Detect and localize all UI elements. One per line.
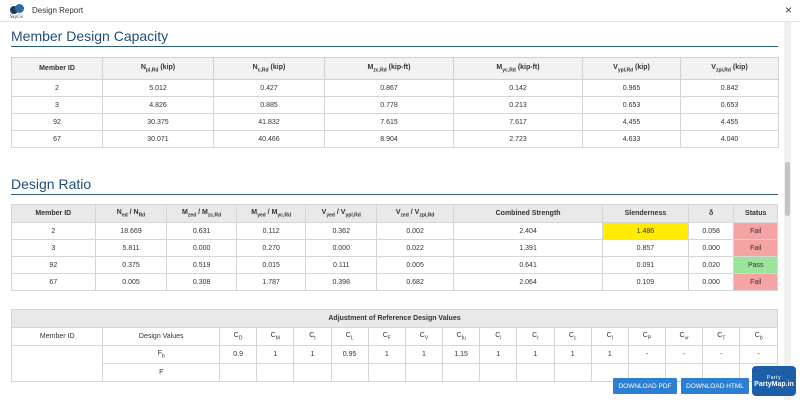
- cell: 0.020: [688, 257, 734, 274]
- cell: 0.142: [454, 80, 583, 97]
- cell: 0.519: [167, 257, 237, 274]
- table-row: [12, 80, 779, 97]
- col-mzed-mzcrd: $M_{zed} / M_{zc,Rd}$: [167, 205, 237, 223]
- cell: [220, 364, 257, 382]
- cell: 2: [12, 80, 103, 97]
- cell: 0.002: [377, 223, 454, 240]
- col-nc-rd: $N_{c,Rd}$ (kip): [214, 58, 325, 80]
- cell: 0.9: [220, 346, 257, 364]
- cell: 0.000: [306, 240, 377, 257]
- cell: 30.375: [103, 114, 214, 131]
- col-cm: $C_M$: [257, 328, 294, 346]
- cell: F: [103, 364, 220, 382]
- cell: 18.669: [95, 223, 167, 240]
- cell: 0.653: [681, 97, 779, 114]
- cell: 5.012: [103, 80, 214, 97]
- window-title: Design Report: [32, 6, 84, 15]
- table-row: [12, 223, 778, 240]
- cell: 2: [12, 223, 96, 240]
- cell: 0.112: [236, 223, 306, 240]
- watermark-top: Party: [766, 374, 782, 381]
- cell: 40.466: [214, 131, 325, 148]
- slenderness-highlight: 1.486: [603, 223, 689, 240]
- cell: 2.404: [454, 223, 603, 240]
- cell: 0.308: [167, 274, 237, 291]
- col-cb: $C_b$: [740, 328, 778, 346]
- vertical-scrollbar[interactable]: [784, 22, 791, 400]
- cell: 67: [12, 274, 96, 291]
- cell: [554, 364, 591, 382]
- cell: $F_b$: [103, 346, 220, 364]
- cell: -: [740, 346, 778, 364]
- cell: 0.885: [214, 97, 325, 114]
- cell: 0.682: [377, 274, 454, 291]
- table-row: [12, 346, 778, 364]
- cell: 3: [12, 97, 103, 114]
- cell: 0.653: [583, 97, 681, 114]
- cell: 1: [480, 346, 517, 364]
- cell: 4.633: [583, 131, 681, 148]
- table-row: [12, 131, 779, 148]
- col-cp: $C_P$: [628, 328, 665, 346]
- cell: 7.615: [325, 114, 454, 131]
- cell: 0.95: [331, 346, 368, 364]
- cell: 5.811: [95, 240, 167, 257]
- cell: 0.000: [167, 240, 237, 257]
- section-divider: [11, 46, 778, 47]
- col-vzpl-rd: $V_{zpl,Rd}$ (kip): [681, 58, 779, 80]
- cell: 4.455: [583, 114, 681, 131]
- col-myc-rd: $M_{yc,Rd}$ (kip-ft): [454, 58, 583, 80]
- col-status: Status: [734, 205, 778, 223]
- col-cvr: $C_{vr}$: [666, 328, 703, 346]
- status-badge: Fail: [734, 274, 778, 291]
- section-title-capacity: Member Design Capacity: [11, 28, 169, 44]
- section-divider: [11, 194, 778, 195]
- col-ct: $C_t$: [294, 328, 331, 346]
- col-cT: $C_T$: [703, 328, 740, 346]
- cell: 0.362: [306, 223, 377, 240]
- cell: 1: [554, 346, 591, 364]
- cell: 0.867: [325, 80, 454, 97]
- col-ci: $C_i$: [480, 328, 517, 346]
- col-member-id: Member ID: [12, 58, 103, 80]
- cell: 0.965: [583, 80, 681, 97]
- cell: 0.015: [236, 257, 306, 274]
- cell: 3: [12, 240, 96, 257]
- cell: 0.641: [454, 257, 603, 274]
- adjustment-header-row: [12, 328, 778, 346]
- ratio-table: [11, 204, 778, 291]
- cell: 0.631: [167, 223, 237, 240]
- col-vzed-vzpl: $V_{zed} / V_{zpl,Rd}$: [377, 205, 454, 223]
- close-icon[interactable]: ×: [784, 3, 792, 17]
- watermark-text: PartyMap.in: [754, 380, 794, 388]
- cell: 0.270: [236, 240, 306, 257]
- cell: 0.109: [603, 274, 689, 291]
- table-row: [12, 257, 778, 274]
- col-cI: $C_I$: [591, 328, 628, 346]
- cell: 1.391: [454, 240, 603, 257]
- cell: 7.617: [454, 114, 583, 131]
- cell: 0.000: [688, 240, 734, 257]
- cell: 67: [12, 131, 103, 148]
- cell: [368, 364, 405, 382]
- cell: [480, 364, 517, 382]
- status-badge: Fail: [734, 223, 778, 240]
- title-bar: [0, 0, 800, 22]
- cell: 1: [591, 346, 628, 364]
- report-content: [0, 22, 782, 400]
- table-row: [12, 97, 779, 114]
- ratio-header-row: [12, 205, 778, 223]
- cell: 1: [257, 346, 294, 364]
- col-member-id: Member ID: [12, 205, 96, 223]
- table-row: [12, 240, 778, 257]
- adjustment-title: Adjustment of Reference Design Values: [12, 310, 778, 328]
- cell: 1: [517, 346, 554, 364]
- col-cv: $C_V$: [405, 328, 442, 346]
- status-badge: Pass: [734, 257, 778, 274]
- col-slenderness: Slenderness: [603, 205, 689, 223]
- adjustment-table: [11, 309, 778, 382]
- cell: [405, 364, 442, 382]
- table-row: [12, 274, 778, 291]
- col-cfu: $C_{fu}$: [443, 328, 480, 346]
- logo-text: SkyCiv: [10, 13, 24, 19]
- col-member-id: Member ID: [12, 328, 103, 346]
- cell: 0.427: [214, 80, 325, 97]
- cell: [517, 364, 554, 382]
- table-row: [12, 114, 779, 131]
- col-vypl-rd: $V_{ypl,Rd}$ (kip): [583, 58, 681, 80]
- adjustment-title-row: [12, 310, 778, 328]
- cell: 92: [12, 257, 96, 274]
- col-cf: $C_F$: [368, 328, 405, 346]
- cell: 0.091: [603, 257, 689, 274]
- cell: 1.787: [236, 274, 306, 291]
- cell: 0.111: [306, 257, 377, 274]
- cell: 0.375: [95, 257, 167, 274]
- col-cl: $C_L$: [331, 328, 368, 346]
- col-design-values: Design Values: [103, 328, 220, 346]
- cell: 0.842: [681, 80, 779, 97]
- cell: [331, 364, 368, 382]
- cell: [443, 364, 480, 382]
- cell: -: [703, 346, 740, 364]
- col-npl-rd: $N_{pl,Rd}$ (kip): [103, 58, 214, 80]
- cell: 4.826: [103, 97, 214, 114]
- cell: 1: [405, 346, 442, 364]
- cell: 0.005: [95, 274, 167, 291]
- skyciv-logo: [10, 4, 24, 18]
- cell: 0.000: [688, 274, 734, 291]
- section-title-ratio: Design Ratio: [11, 176, 92, 192]
- cell: 2.064: [454, 274, 603, 291]
- status-badge: Fail: [734, 240, 778, 257]
- cell: 0.778: [325, 97, 454, 114]
- cell: 8.904: [325, 131, 454, 148]
- cell: 2.723: [454, 131, 583, 148]
- col-ned-nrd: $N_{ed} / N_{Rd}$: [95, 205, 167, 223]
- col-cr: $C_r$: [517, 328, 554, 346]
- cell: 1: [294, 346, 331, 364]
- cell: 30.071: [103, 131, 214, 148]
- scrollbar-thumb[interactable]: [785, 162, 790, 216]
- cell: 1.15: [443, 346, 480, 364]
- partymap-watermark: [752, 366, 796, 396]
- cell: -: [628, 346, 665, 364]
- cell: 0.857: [603, 240, 689, 257]
- cell: 0.022: [377, 240, 454, 257]
- cell: 92: [12, 114, 103, 131]
- col-cd: $C_D$: [220, 328, 257, 346]
- capacity-header-row: [12, 58, 779, 80]
- cell: [294, 364, 331, 382]
- cell: 0.398: [306, 274, 377, 291]
- cell: 1: [368, 346, 405, 364]
- cell: 0.005: [377, 257, 454, 274]
- cell: [12, 346, 103, 382]
- col-myed-myc: $M_{yed} / M_{yc,Rd}$: [236, 205, 306, 223]
- cell: 0.058: [688, 223, 734, 240]
- col-mzc-rd: $M_{zc,Rd}$ (kip-ft): [325, 58, 454, 80]
- col-cc: $C_c$: [554, 328, 591, 346]
- cell: [257, 364, 294, 382]
- capacity-table: [11, 57, 779, 148]
- cell: 41.832: [214, 114, 325, 131]
- col-vyed-vypl: $V_{yed} / V_{ypl,Rd}$: [306, 205, 377, 223]
- download-html-button[interactable]: DOWNLOAD HTML: [681, 378, 749, 394]
- cell: 4.040: [681, 131, 779, 148]
- download-pdf-button[interactable]: DOWNLOAD PDF: [613, 378, 677, 394]
- cell: 0.213: [454, 97, 583, 114]
- cell: -: [666, 346, 703, 364]
- col-combined-strength: Combined Strength: [454, 205, 603, 223]
- col-delta: δ: [688, 205, 734, 223]
- cell: 4.455: [681, 114, 779, 131]
